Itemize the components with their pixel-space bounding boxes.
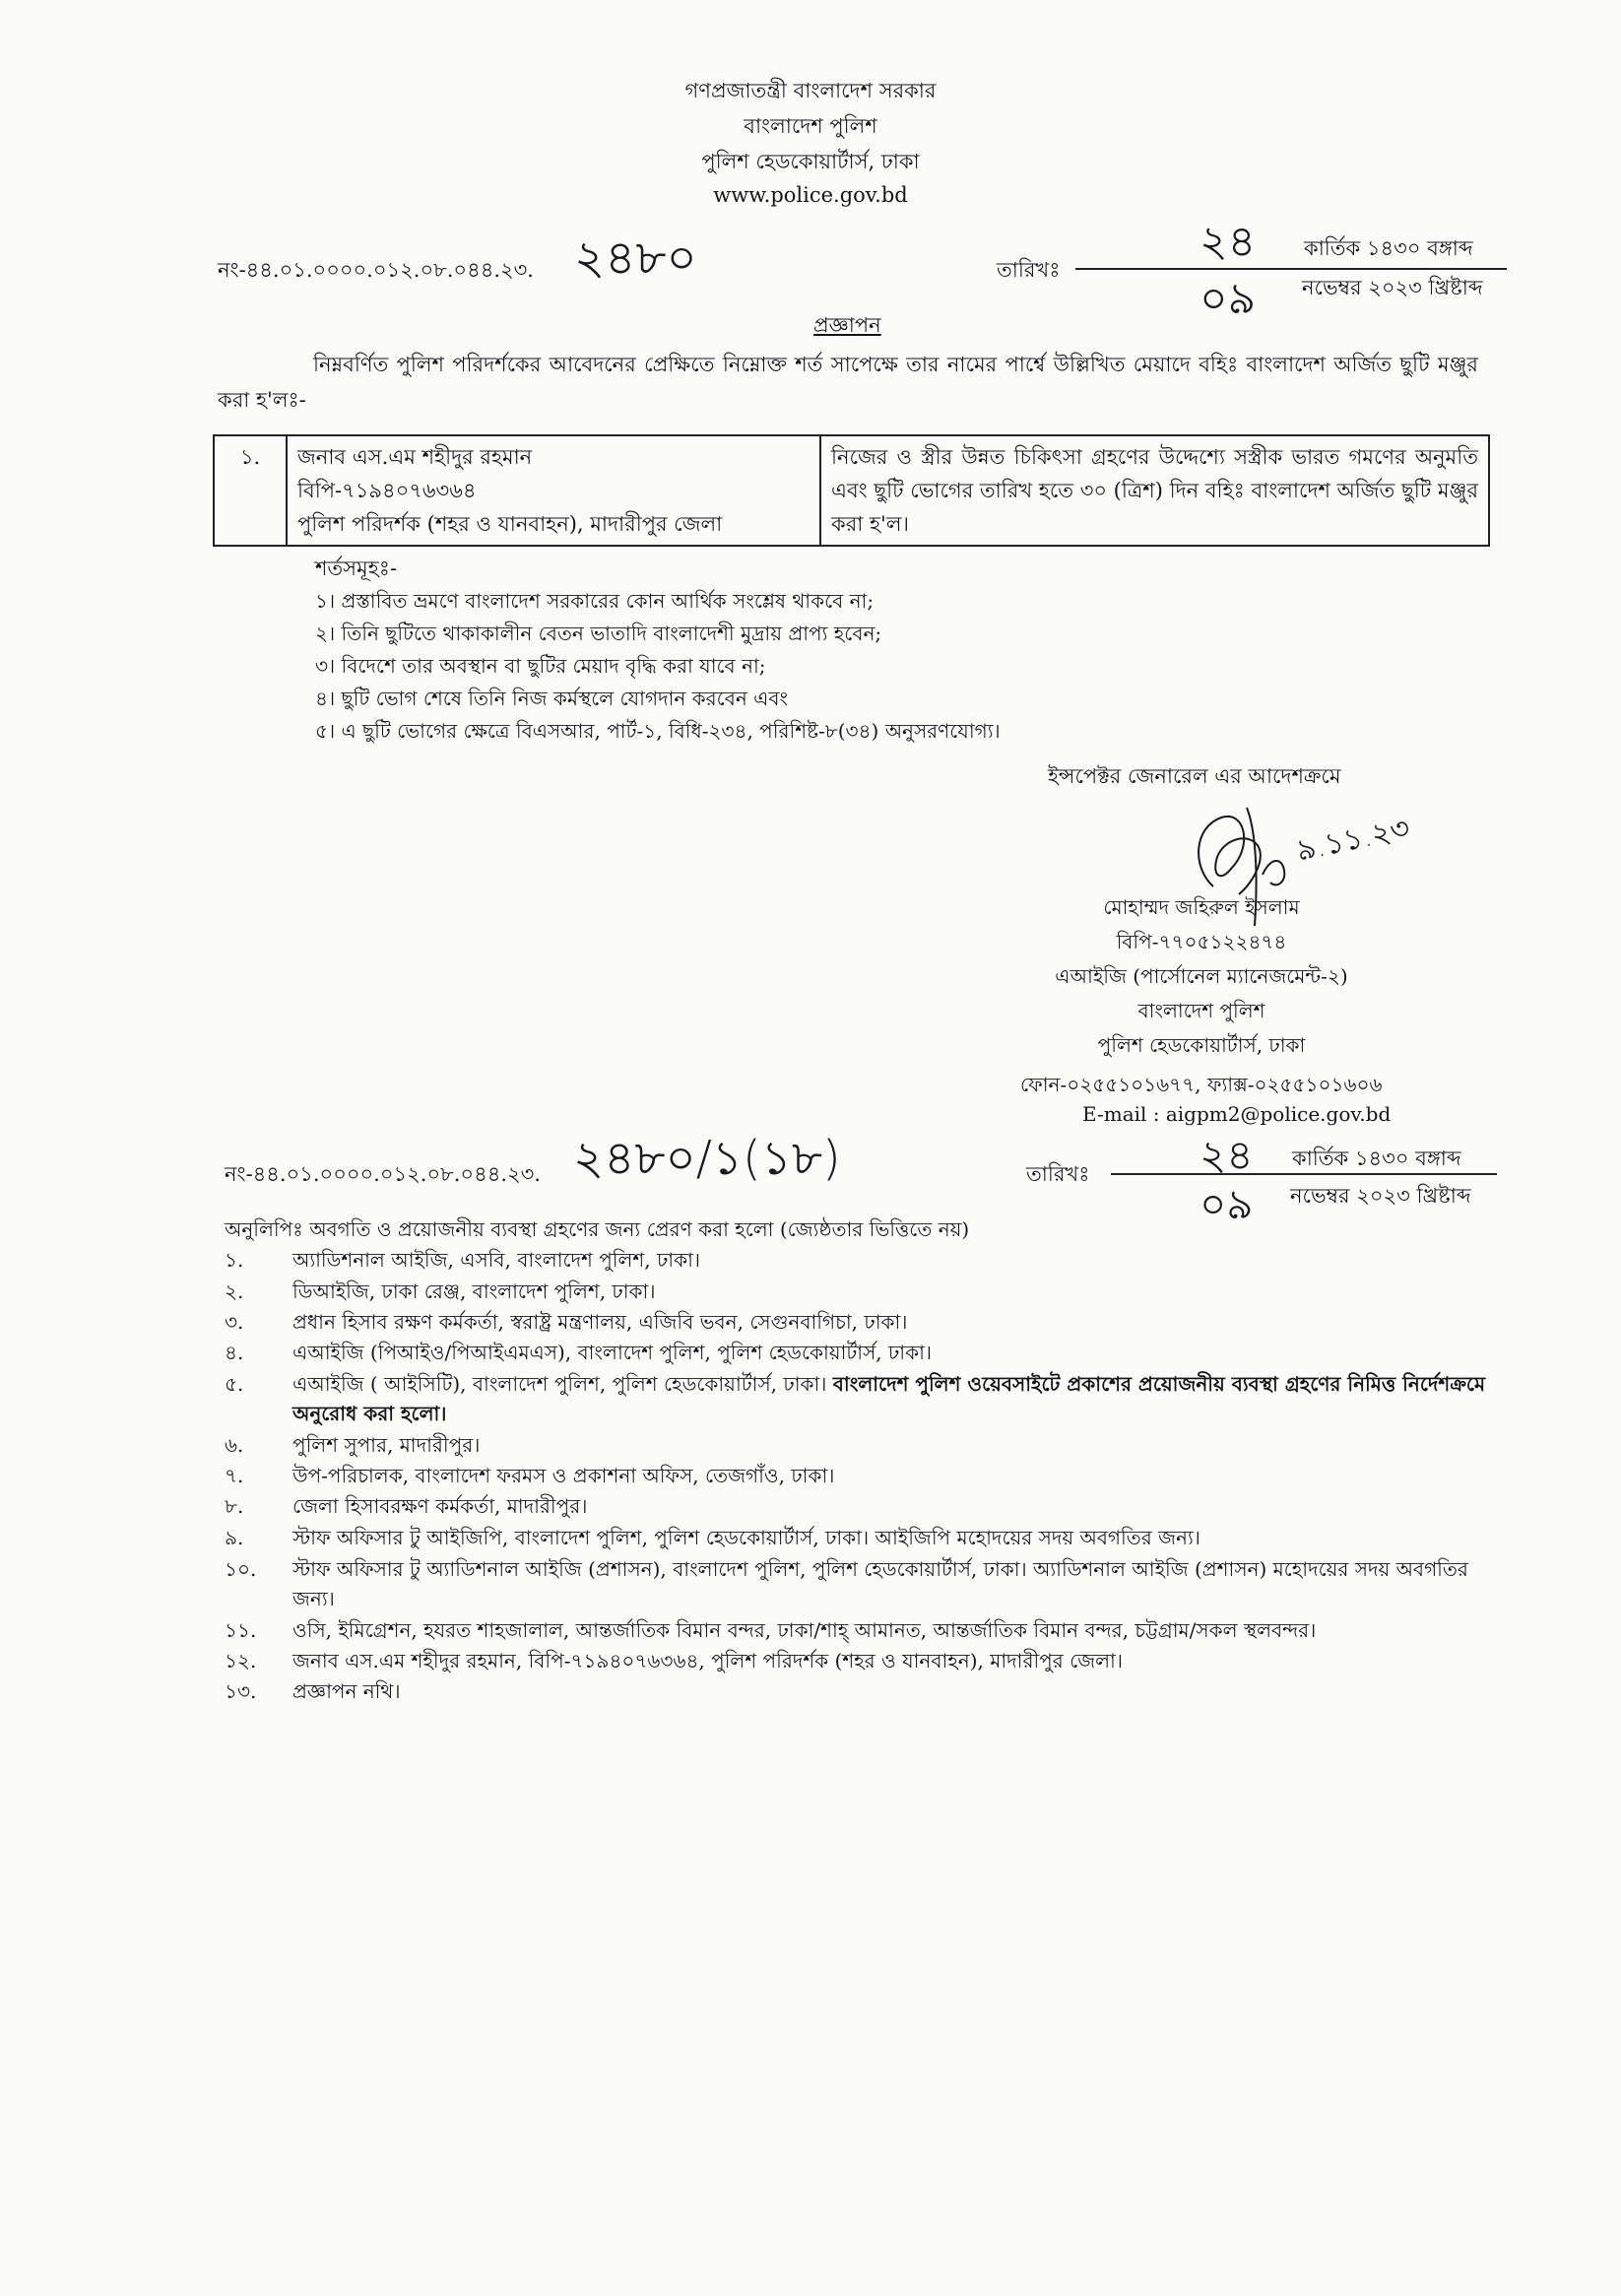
memo2-month-gregorian: নভেম্বর ২০২৩ খ্রিষ্টাব্দ [1290, 1184, 1471, 1208]
date-month-gregorian: নভেম্বর ২০২৩ খ্রিষ্টাব্দ [1302, 276, 1483, 299]
officer-cell [287, 435, 820, 546]
conditions-list [315, 585, 1001, 748]
officer-bp: বিপি-৭১৯৪০৭৬৩৬৪ [297, 479, 477, 502]
condition-item: ১। প্রস্তাবিত ভ্রমণে বাংলাদেশ সরকারের কোন আর্থিক সংশ্লেষ থাকবে না; [315, 589, 875, 613]
memo2-number-handwritten: ২৪৮০/১(১৮) [573, 1131, 841, 1186]
memo2-number-prefix: নং-৪৪.০১.০০০০.০১২.০৮.০৪৪.২৩. [225, 1162, 541, 1186]
memo2-month-bangla: কার্তিক ১৪৩০ বঙ্গাব্দ [1292, 1147, 1461, 1170]
memo2-date-label: তারিখঃ [1026, 1162, 1090, 1186]
table-row [214, 435, 1489, 546]
header-hq: পুলিশ হেডকোয়ার্টার্স, ঢাকা [701, 150, 920, 173]
header-website[interactable]: www.police.gov.bd [713, 183, 908, 207]
signature-date-handwritten: ৯.১১.২৩ [1293, 811, 1413, 869]
officer-designation: পুলিশ পরিদর্শক (শহর ও যানবাহন), মাদারীপুর জেলা [297, 512, 723, 536]
leave-details: নিজের ও স্ত্রীর উন্নত চিকিৎসা গ্রহণের উদ্দেশ্যে সস্ত্রীক ভারত গমণের অনুমতি এবং ছুটি ভোগের তারিখ হতে ৩০ (ত্রিশ) দিন বহিঃ বাংলাদেশ অর্জিত ছুটি মঞ্জুর করা হ'ল। [820, 435, 1489, 546]
conditions-title: শর্তসমূহঃ- [315, 557, 398, 580]
signatory-phone: ফোন-০২৫৫১০১৬৭৭, ফ্যাক্স-০২৫৫১০১৬০৬ [1020, 1073, 1383, 1096]
intro-paragraph: নিম্নবর্ণিত পুলিশ পরিদর্শকের আবেদনের প্রেক্ষিতে নিম্নোক্ত শর্ত সাপেক্ষে তার নামের পার্শ্বে উল্লিখিত মেয়াদে বহিঃ বাংলাদেশ অর্জিত ছুটি মঞ্জুর করা হ'লঃ- [218, 353, 1478, 412]
copy-intro: অনুলিপিঃ অবগতি ও প্রয়োজনীয় ব্যবস্থা গ্রহণের জন্য প্রেরণ করা হলো (জ্যেষ্ঠতার ভিত্তিতে নয়) [225, 1217, 970, 1241]
signatory-designation: এআইজি (পার্সোনেল ম্যানেজমেন্ট-২) [1055, 964, 1348, 988]
signatory-block [1014, 890, 1389, 1063]
signatory-name: মোহাম্মদ জহিরুল ইসলাম [1103, 895, 1300, 919]
condition-item: ২। তিনি ছুটিতে থাকাকালীন বেতন ভাতাদি বাংলাদেশী মুদ্রায় প্রাপ্য হবেন; [315, 622, 882, 645]
date-month-bangla: কার্তিক ১৪৩০ বঙ্গাব্দ [1304, 236, 1473, 260]
memo-number-handwritten: ২৪৮০ [574, 230, 697, 286]
condition-item: ৩। বিদেশে তার অবস্থান বা ছুটির মেয়াদ বৃদ্ধি করা যাবে না; [315, 654, 766, 678]
notice-title: প্রজ্ঞাপন [813, 313, 881, 337]
date-day-bangla-handwritten: ২৪ [1200, 217, 1257, 267]
date-label: তারিখঃ [997, 258, 1061, 282]
header-police: বাংলাদেশ পুলিশ [744, 114, 877, 138]
signatory-bp: বিপি-৭৭০৫১২২৪৭৪ [1116, 930, 1287, 953]
condition-item: ৫। এ ছুটি ভোগের ক্ষেত্রে বিএসআর, পার্ট-১, বিধি-২৩৪, পরিশিষ্ট-৮(৩৪) অনুসরণযোগ্য। [315, 719, 1001, 743]
memo-number-prefix: নং-৪৪.০১.০০০০.০১২.০৮.০৪৪.২৩. [218, 258, 534, 282]
signatory-org: বাংলাদেশ পুলিশ [1137, 999, 1265, 1022]
date-divider-line [1075, 268, 1507, 270]
memo2-day-gregorian-handwritten: ০৯ [1200, 1180, 1254, 1228]
table-serial: ১. [214, 435, 287, 546]
memo2-date-divider-line [1111, 1173, 1497, 1175]
signatory-office: পুলিশ হেডকোয়ার্টার্স, ঢাকা [1097, 1033, 1306, 1057]
memo2-day-bangla-handwritten: ২৪ [1200, 1131, 1254, 1179]
condition-item: ৪। ছুটি ভোগ শেষে তিনি নিজ কর্মস্থলে যোগদান করবেন এবং [315, 687, 789, 710]
website-publish-request: বাংলাদেশ পুলিশ ওয়েবসাইটে প্রকাশের প্রয়োজনীয় ব্যবস্থা গ্রহণের নিমিত্ত নির্দেশক্রমে অনুরোধ করা হলো। [292, 1372, 1486, 1425]
date-day-gregorian-handwritten: ০৯ [1200, 274, 1257, 324]
signatory-email[interactable]: E-mail : aigpm2@police.gov.bd [1082, 1102, 1392, 1126]
officer-name: জনাব এস.এম শহীদুর রহমান [297, 445, 533, 469]
order-line: ইন্সপেক্টর জেনারেল এর আদেশক্রমে [1048, 764, 1341, 788]
leave-grant-table [213, 434, 1490, 547]
header-government: গণপ্রজাতন্ত্রী বাংলাদেশ সরকার [684, 79, 937, 102]
